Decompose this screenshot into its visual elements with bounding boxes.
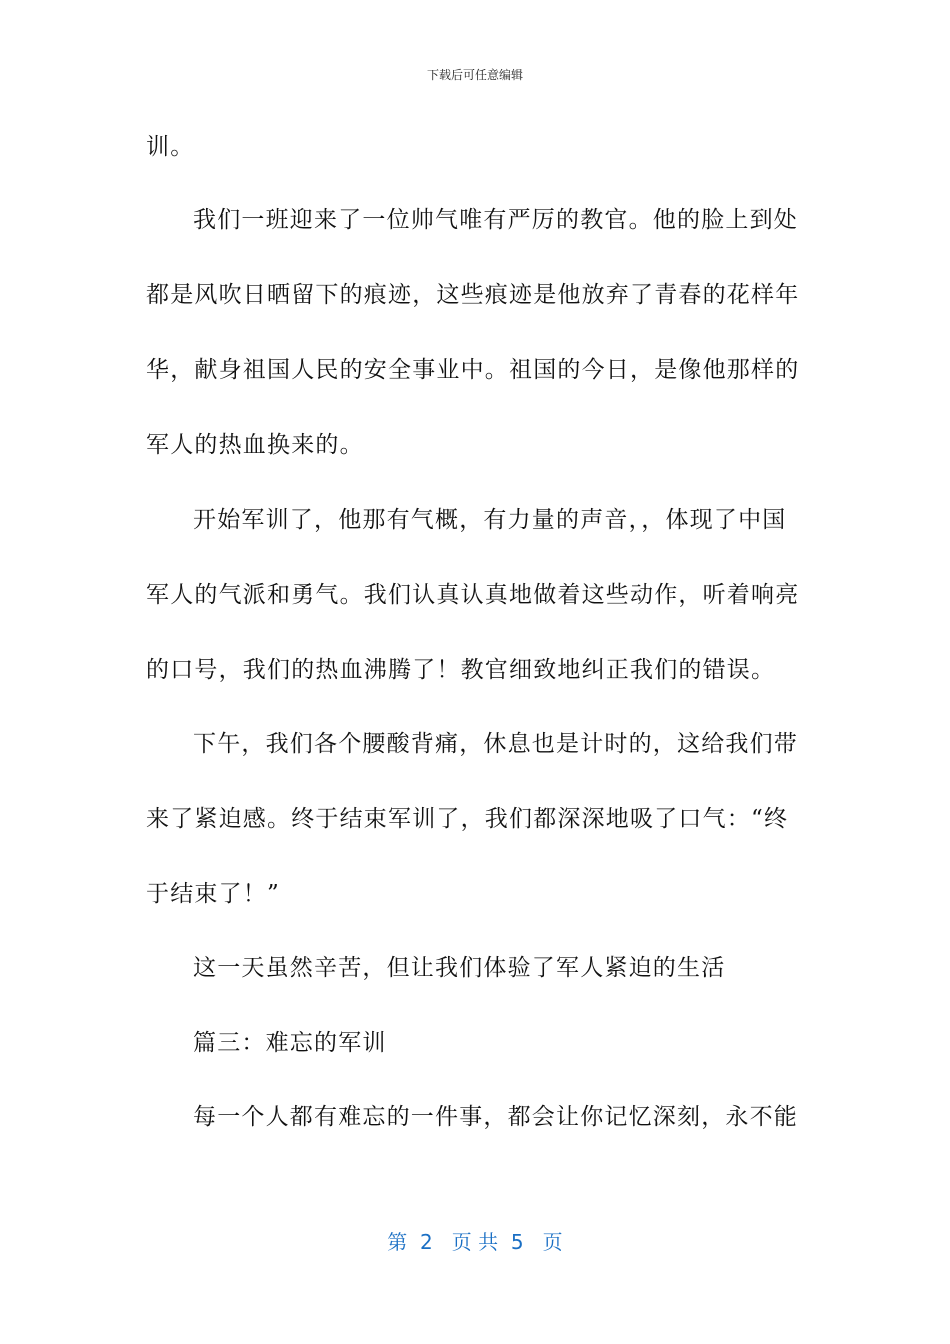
- page-number-footer: 第 2 页 共 5 页: [387, 1230, 563, 1254]
- paragraph-start-line: 这一天虽然辛苦，但让我们体验了军人紧迫的生活: [193, 955, 726, 981]
- section-heading: 篇三：难忘的军训: [193, 1030, 387, 1056]
- text-line: 训。: [146, 134, 195, 160]
- text-line: 华，献身祖国人民的安全事业中。祖国的今日，是像他那样的: [146, 357, 800, 383]
- paragraph-start-line: 下午，我们各个腰酸背痛，休息也是计时的，这给我们带: [193, 731, 798, 757]
- page-header-note: 下载后可任意编辑: [426, 68, 523, 82]
- text-line: 都是风吹日晒留下的痕迹，这些痕迹是他放弃了青春的花样年: [146, 282, 800, 308]
- paragraph-start-line: 每一个人都有难忘的一件事，都会让你记忆深刻，永不能: [193, 1104, 798, 1130]
- text-line: 于结束了！”: [146, 881, 280, 907]
- text-line: 军人的气派和勇气。我们认真认真地做着这些动作，听着响亮: [146, 582, 800, 608]
- text-line: 的口号，我们的热血沸腾了！教官细致地纠正我们的错误。: [146, 657, 776, 683]
- paragraph-start-line: 我们一班迎来了一位帅气唯有严厉的教官。他的脸上到处: [193, 207, 798, 233]
- text-line: 来了紧迫感。终于结束军训了，我们都深深地吸了口气：“终: [146, 806, 789, 832]
- paragraph-start-line: 开始军训了，他那有气概，有力量的声音，，体现了中国: [193, 507, 787, 533]
- text-line: 军人的热血换来的。: [146, 432, 364, 458]
